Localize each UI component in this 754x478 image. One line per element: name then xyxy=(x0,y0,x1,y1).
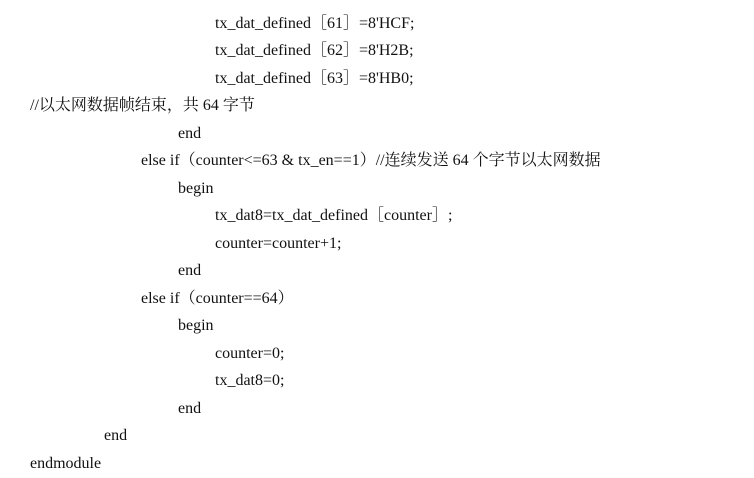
code-line: tx_dat_defined［63］=8'HB0; xyxy=(215,70,414,87)
code-line: end xyxy=(178,125,202,142)
code-line: else if（counter==64） xyxy=(141,290,294,307)
code-line: endmodule xyxy=(30,455,102,472)
code-comment-line: //以太网数据帧结束，共 64 字节 xyxy=(30,97,255,114)
code-line: end xyxy=(104,427,128,444)
code-line: end xyxy=(178,400,202,417)
code-line: tx_dat8=tx_dat_defined［counter］; xyxy=(215,207,453,224)
code-line: tx_dat_defined［62］=8'H2B; xyxy=(215,42,414,59)
code-line: tx_dat_defined［61］=8'HCF; xyxy=(215,15,415,32)
code-line: begin xyxy=(178,180,214,197)
code-line: counter=0; xyxy=(215,345,285,362)
code-line: begin xyxy=(178,317,214,334)
code-line: else if（counter<=63 & tx_en==1）//连续发送 64 个字节以太网数据 xyxy=(141,152,601,169)
code-line: tx_dat8=0; xyxy=(215,372,285,389)
code-line: counter=counter+1; xyxy=(215,235,342,252)
code-line: end xyxy=(178,262,202,279)
